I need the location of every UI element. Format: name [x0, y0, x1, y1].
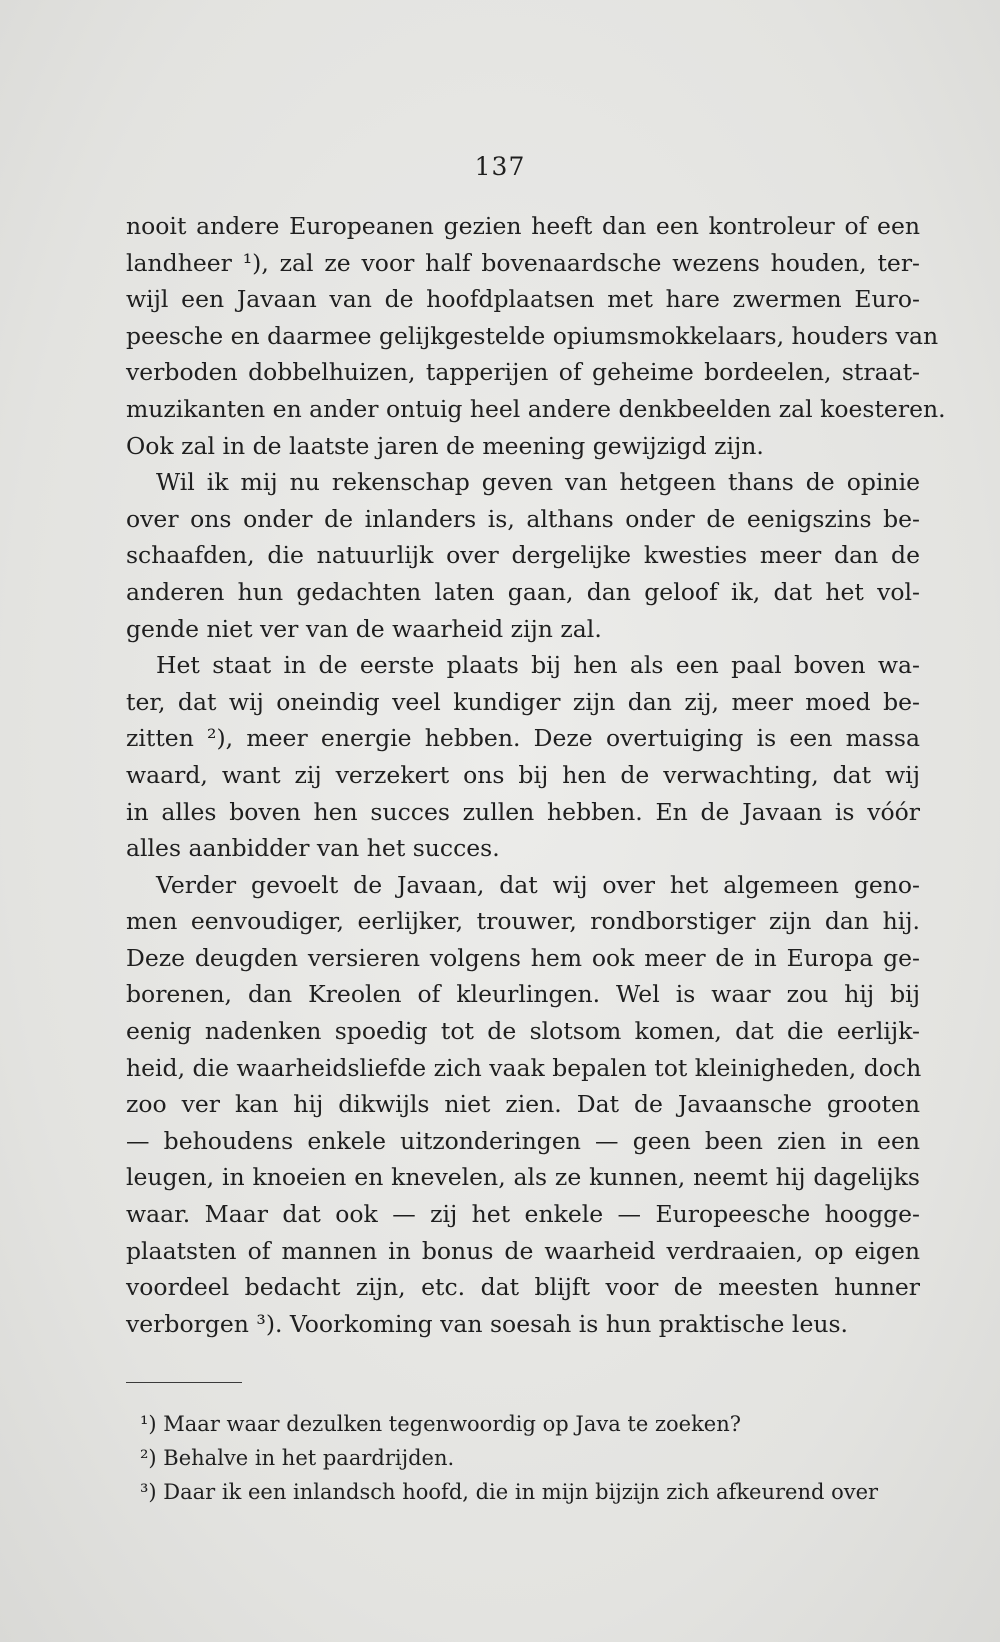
- text-line: alles aanbidder van het succes.: [126, 834, 500, 863]
- text-line: anderen hun gedachten laten gaan, dan geloof ik, dat het vol-: [126, 577, 920, 606]
- text-line: eenig nadenken spoedig tot de slotsom komen, dat die eerlijk-: [126, 1017, 920, 1046]
- text-line: plaatsten of mannen in bonus de waarheid verdraaien, op eigen: [126, 1236, 920, 1265]
- page-number: 137: [474, 152, 526, 181]
- text-line: Wil ik mij nu rekenschap geven van hetgeen thans de opinie: [156, 468, 920, 497]
- footnotes: [140, 1407, 920, 1509]
- text-line: ter, dat wij oneindig veel kundiger zijn dan zij, meer moed be-: [126, 687, 920, 716]
- footnote: ²) Behalve in het paardrijden.: [140, 1446, 455, 1470]
- text-line: zitten ²), meer energie hebben. Deze overtuiging is een massa: [126, 724, 920, 753]
- text-line: Het staat in de eerste plaats bij hen als een paal boven wa-: [156, 651, 920, 680]
- text-line: muzikanten en ander ontuig heel andere denkbeelden zal koesteren.: [126, 394, 946, 423]
- text-line: waard, want zij verzekert ons bij hen de verwachting, dat wij: [126, 760, 920, 789]
- body-text: [126, 208, 946, 1342]
- text-line: over ons onder de inlanders is, althans onder de eenigszins be-: [126, 504, 920, 533]
- text-line: schaafden, die natuurlijk over dergelijke kwesties meer dan de: [126, 541, 920, 570]
- text-line: in alles boven hen succes zullen hebben. En de Javaan is vóór: [126, 797, 920, 826]
- text-line: heid, die waarheidsliefde zich vaak bepalen tot kleinigheden, doch: [126, 1053, 922, 1082]
- footnote: ¹) Maar waar dezulken tegenwoordig op Java te zoeken?: [140, 1412, 742, 1436]
- text-line: gende niet ver van de waarheid zijn zal.: [126, 614, 602, 643]
- text-line: men eenvoudiger, eerlijker, trouwer, rondborstiger zijn dan hij.: [126, 907, 920, 936]
- text-line: leugen, in knoeien en knevelen, als ze kunnen, neemt hij dagelijks: [126, 1163, 920, 1192]
- text-line: waar. Maar dat ook — zij het enkele — Europeesche hoogge-: [126, 1200, 920, 1229]
- text-line: zoo ver kan hij dikwijls niet zien. Dat de Javaansche grooten: [126, 1090, 920, 1119]
- text-line: peesche en daarmee gelijkgestelde opiumsmokkelaars, houders van: [126, 321, 939, 350]
- text-line: borenen, dan Kreolen of kleurlingen. Wel is waar zou hij bij: [126, 980, 920, 1009]
- text-line: Ook zal in de laatste jaren de meening gewijzigd zijn.: [126, 431, 764, 460]
- text-line: wijl een Javaan van de hoofdplaatsen met hare zwermen Euro-: [126, 285, 920, 314]
- text-line: — behoudens enkele uitzonderingen — geen been zien in een: [126, 1126, 920, 1155]
- footnote: ³) Daar ik een inlandsch hoofd, die in mijn bijzijn zich afkeurend over: [140, 1480, 879, 1504]
- text-line: Deze deugden versieren volgens hem ook meer de in Europa ge-: [126, 943, 920, 972]
- text-line: landheer ¹), zal ze voor half bovenaardsche wezens houden, ter-: [126, 248, 920, 277]
- text-line: voordeel bedacht zijn, etc. dat blijft voor de meesten hunner: [126, 1273, 920, 1302]
- text-line: nooit andere Europeanen gezien heeft dan een kontroleur of een: [126, 212, 920, 240]
- footnote-separator: [126, 1382, 242, 1383]
- text-line: Verder gevoelt de Javaan, dat wij over het algemeen geno-: [156, 870, 920, 899]
- text-line: verborgen ³). Voorkoming van soesah is hun praktische leus.: [126, 1309, 849, 1338]
- text-line: verboden dobbelhuizen, tapperijen of geheime bordeelen, straat-: [126, 358, 920, 387]
